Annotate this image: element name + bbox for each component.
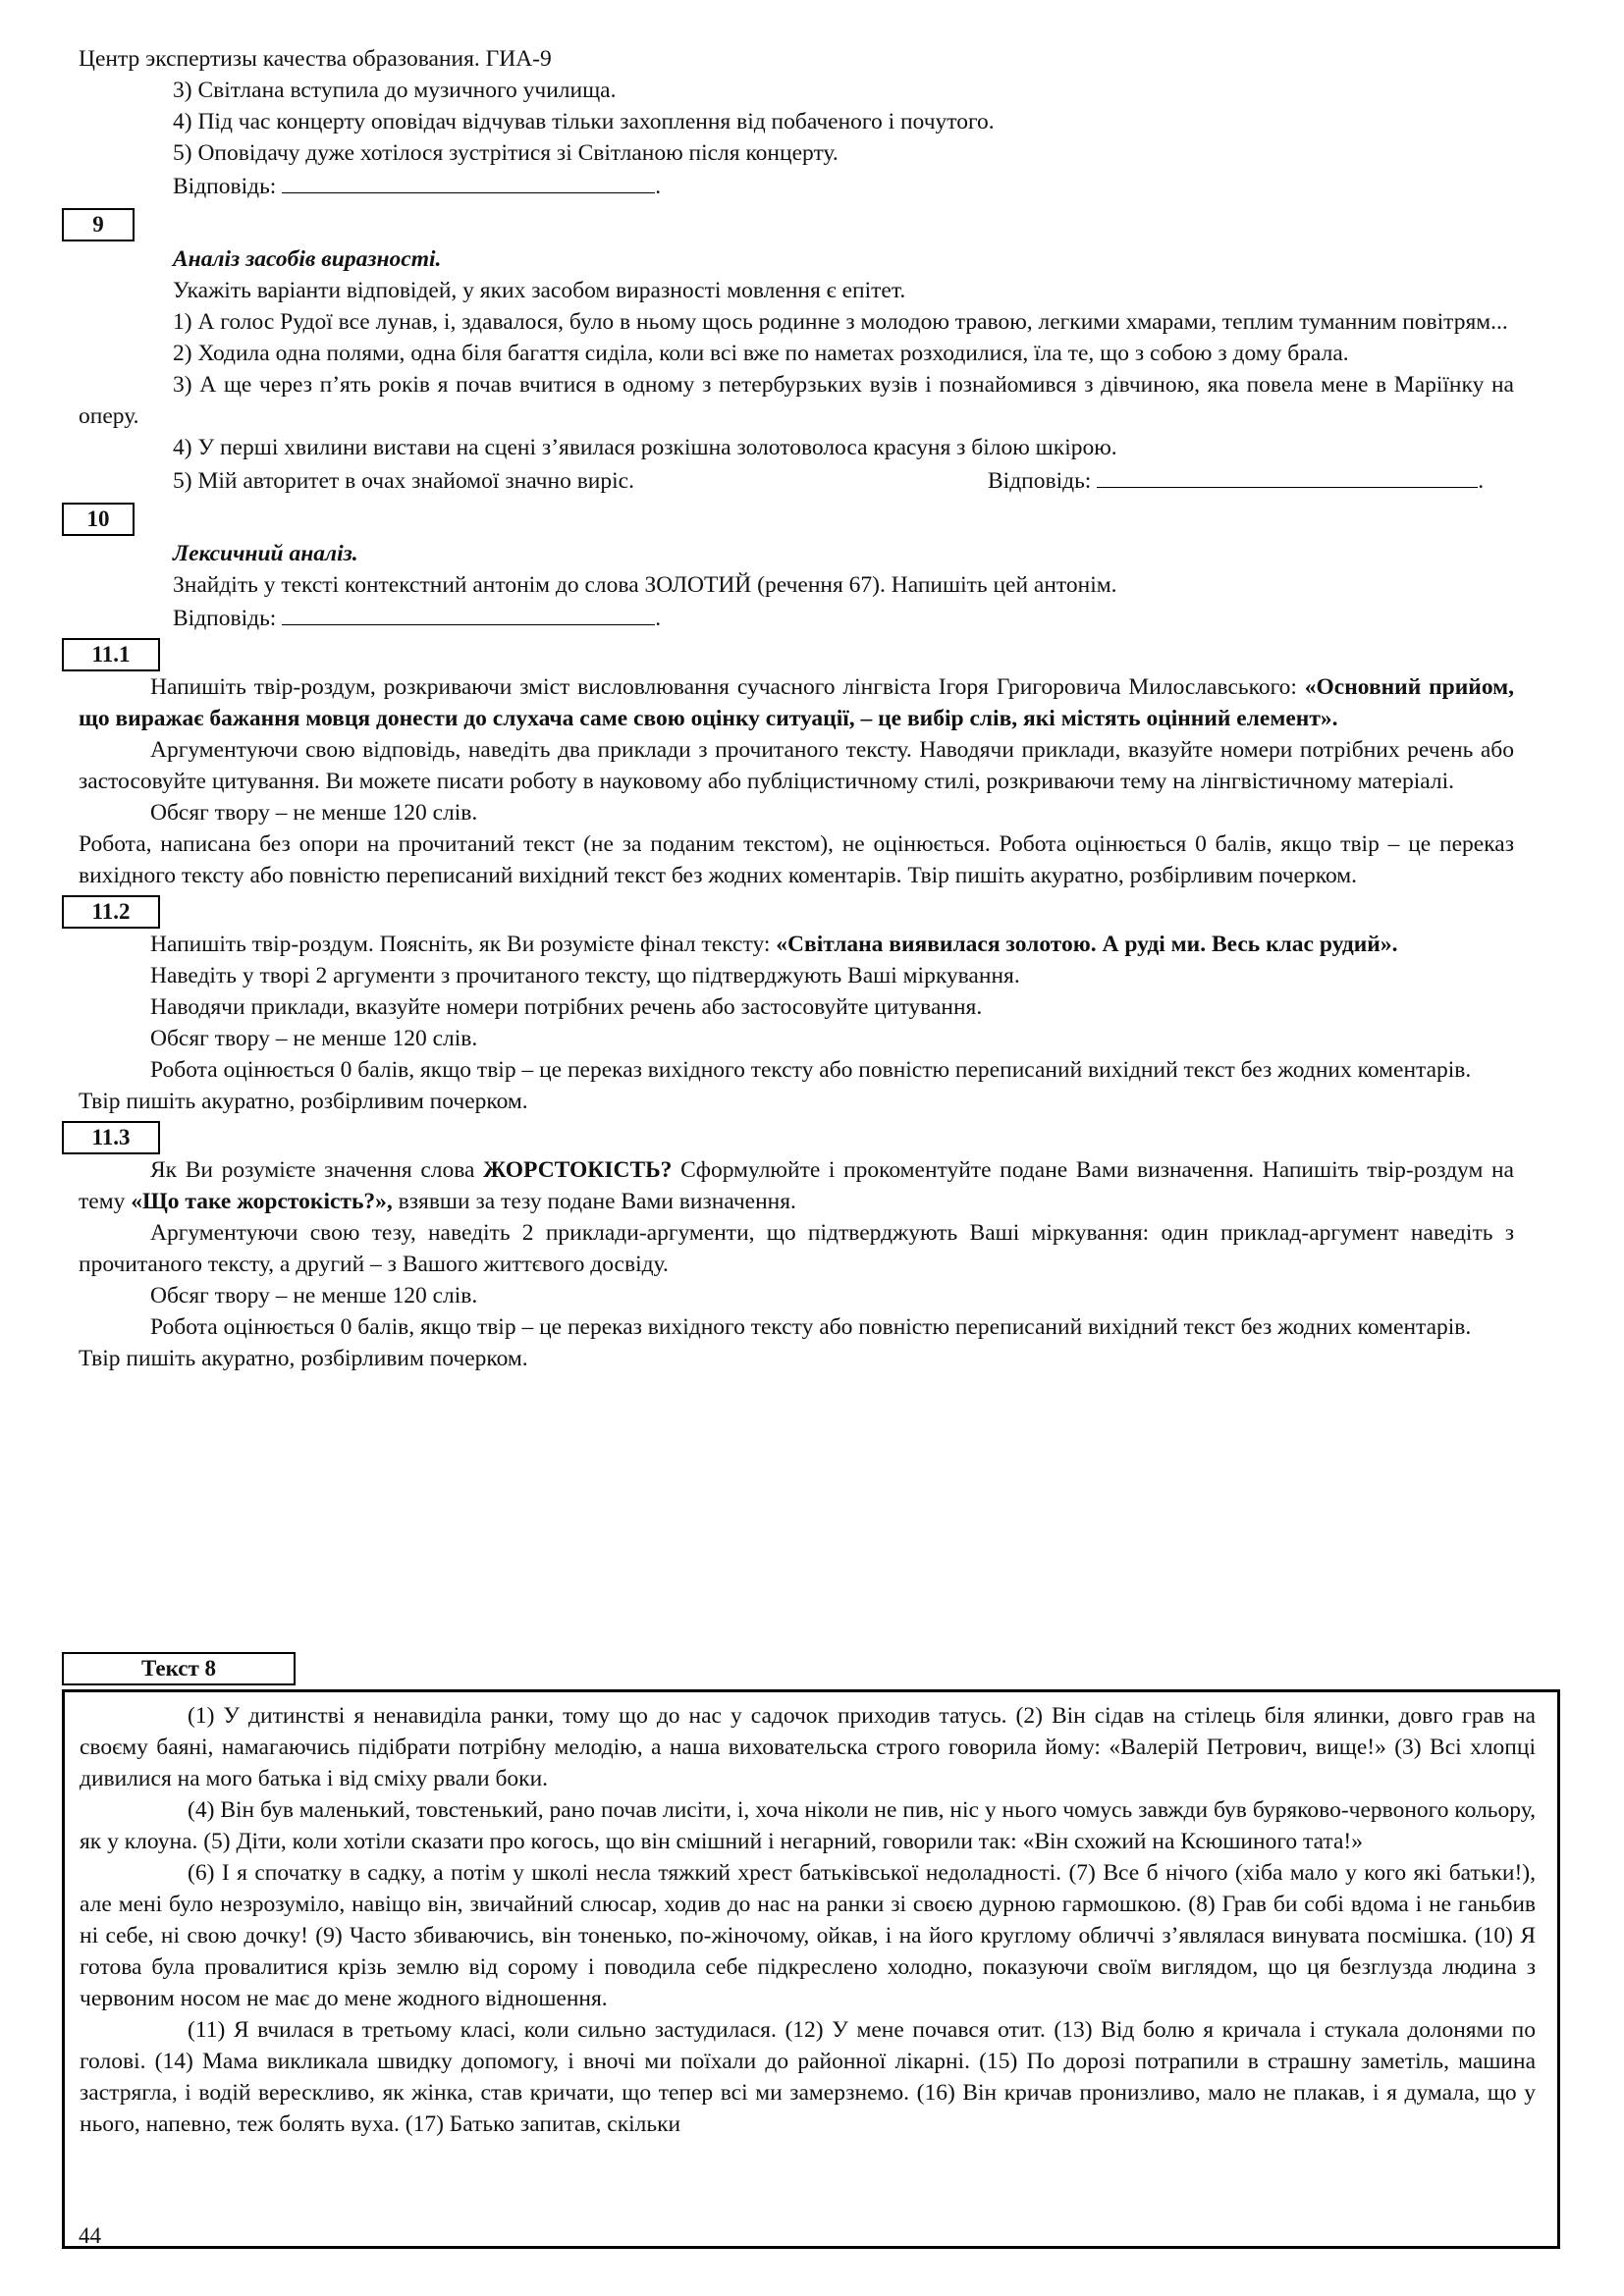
task-paragraph: [79, 929, 1514, 960]
task10-answer: Відповідь: .: [79, 601, 1514, 634]
text-paragraph: (1) У дитинстві я ненавиділа ранки, тому що до нас у садочок приходив татусь. (2) Він сідав на стілець біля ялинки, довго грав на своєму баяні, намагаючись підібрати потрібну мелодію, а наша виховательска строго говорила йому: «Валерій Петрович, вище!» (3) Всі хлопці дивилися на мого батька і від сміху рвали боки.: [80, 1703, 1536, 1791]
task-paragraph: Аргументуючи свою відповідь, наведіть два приклади з прочитаного тексту. Наводячи приклади, вказуйте номери потрібних речень або застосовуйте цитування. Ви можете писати роботу в науковому або публіцистичному стилі, розкриваючи тему на лінгвістичному матеріалі.: [79, 737, 1514, 794]
task-title: Лексичний аналіз.: [173, 541, 358, 566]
task-paragraph: Аргументуючи свою тезу, наведіть 2 приклади-аргументи, що підтверджують Ваші міркування: один приклад-аргумент наведіть з прочитаного тексту, а другий – з Вашого життєвого досвіду.: [79, 1220, 1514, 1277]
topic: «Що таке жорстокість?»,: [131, 1189, 393, 1214]
task-11-3: [79, 1121, 1514, 1374]
task-paragraph: Обсяг твору – не менше 120 слів.: [150, 1283, 478, 1308]
text-part: Сформулюйте і прокоментуйте подане Вами визначення. Напишіть твір-роздум на тему: [79, 1157, 1514, 1214]
text-8-label: Текст 8: [62, 1652, 296, 1685]
text-part: взявши за тезу подане Вами визначення.: [392, 1189, 796, 1214]
quote-text: «Світлана виявилася золотою. А руді ми. Весь клас рудий».: [776, 932, 1398, 957]
page-header: Центр экспертизы качества образования. ГИА-9: [79, 46, 552, 72]
task-11-2: [79, 895, 1514, 1117]
option-1: 1) А голос Рудої все лунав, і, здавалося, було в ньому щось родинне з молодою травою, легкими хмарами, теплим туманним повітрям...: [173, 309, 1508, 335]
task-instruction: Знайдіть у тексті контекстний антонім до слова ЗОЛОТИЙ (речення 67). Напишіть цей антонім.: [173, 572, 1117, 598]
intro-text: Напишіть твір-роздум. Поясніть, як Ви розумієте фінал тексту:: [150, 932, 777, 957]
option-5-row: 5) Мій авторитет в очах знайомої значно виріс. Відповідь: .: [79, 463, 1514, 497]
text-paragraph: (6) І я спочатку в садку, а потім у школі несла тяжкий хрест батьківської недоладності. (7) Все б нічого (хіба мало у кого які батьки!), але мені було незрозуміло, навіщо він, звичайний слюсар, ходив до нас на ранки зі своєю дурною гармошкою. (8) Грав би собі вдома і не ганьбив ні себе, ні свою дочку! (9) Часто збиваючись, він тоненько, по-жіночому, ойкав, і на його круглому обличчі з’являлася винувата посмішка. (10) Я готова була провалитися крізь землю від сорому і поводила себе підкреслено холодно, показуючи своїм виглядом, що ця безглузда людина з червоним носом не має до мене жодного відношення.: [80, 1860, 1536, 2011]
task8-option-4: 4) Під час концерту оповідач відчував тільки захоплення від побаченого і почутого.: [173, 109, 995, 134]
text-8-box: [62, 1689, 1560, 2249]
task-title: Аналіз засобів виразності.: [173, 246, 442, 272]
task-paragraph: Твір пишіть акуратно, розбірливим почерком.: [79, 1346, 528, 1371]
answer-field[interactable]: [282, 601, 655, 625]
page-number: 44: [79, 2223, 101, 2248]
answer-label: Відповідь:: [173, 606, 277, 631]
task-paragraph: Наведіть у творі 2 аргументи з прочитаного тексту, що підтверджують Ваші міркування.: [150, 963, 1020, 988]
option-2: 2) Ходила одна полями, одна біля багаття сиділа, коли всі вже по наметах розходилися, їла те, що з собою з дому брала.: [173, 341, 1349, 366]
task-paragraph: [79, 671, 1514, 734]
task-number-box: 10: [62, 503, 135, 536]
task-instruction: Укажіть варіанти відповідей, у яких засобом виразності мовлення є епітет.: [173, 278, 906, 303]
task8-option-5: 5) Оповідачу дуже хотілося зустрітися зі Світланою після концерту.: [173, 140, 839, 166]
option-4: 4) У перші хвилини вистави на сцені з’явилася розкішна золотоволоса красуня з білою шкірою.: [173, 435, 1117, 460]
option-5: 5) Мій авторитет в очах знайомої значно виріс.: [173, 468, 634, 494]
keyword: ЖОРСТОКІСТЬ?: [483, 1157, 673, 1183]
text-paragraph: (11) Я вчилася в третьому класі, коли сильно застудилася. (12) У мене почався отит. (13) Від болю я кричала і стукала долонями по голові. (14) Мама викликала швидку допомогу, і вночі ми поїхали до районної лікарні. (15) По дорозі потрапили в страшну заметіль, машина застрягла, і водій верескливо, як жінка, став кричати, що тепер всі ми замерзнемо. (16) Він кричав пронизливо, мало не плакав, і я думала, що у нього, напевно, теж болять вуха. (17) Батько запитав, скільки: [80, 2017, 1536, 2137]
task-number-box: 11.1: [62, 638, 160, 671]
task-paragraph: [79, 1154, 1514, 1217]
quote-text: «Основний прийом, що виражає бажання мовця донести до слухача саме свою оцінку ситуації, – це вибір слів, які містять оцінний елемент».: [79, 674, 1515, 731]
text-paragraph: (4) Він був маленький, товстенький, рано почав лисіти, і, хоча ніколи не пив, ніс у нього чомусь завжди був буряково-червоного кольору, як у клоуна. (5) Діти, коли хотіли сказати про когось, що він смішний і негарний, говорили так: «Він схожий на Ксюшиного тата!»: [80, 1797, 1536, 1854]
task8-option-3: 3) Світлана вступила до музичного училища.: [173, 78, 617, 103]
task-paragraph: Обсяг твору – не менше 120 слів.: [150, 800, 478, 826]
answer-field[interactable]: [282, 169, 655, 193]
task-number-box: 9: [62, 208, 135, 241]
task-paragraph: Обсяг твору – не менше 120 слів.: [150, 1026, 478, 1051]
answer-label: Відповідь:: [173, 174, 277, 199]
text-part: Як Ви розумієте значення слова: [150, 1157, 484, 1183]
answer-field[interactable]: [1097, 463, 1478, 488]
task-11-1: [79, 638, 1514, 891]
option-3: 3) А ще через п’ять років я почав вчитися в одному з петербурзьких вузів і познайомився з дівчиною, яка повела мене в Маріїнку на оперу.: [79, 372, 1514, 429]
task-number-box: 11.2: [62, 895, 160, 929]
task-9: [79, 208, 1514, 497]
intro-text: Напишіть твір-роздум, розкриваючи зміст висловлювання сучасного лінгвіста Ігоря Григоровича Милославського:: [150, 674, 1297, 700]
task-paragraph: Твір пишіть акуратно, розбірливим почерком.: [79, 1089, 528, 1114]
task-paragraph: Робота оцінюється 0 балів, якщо твір – це переказ вихідного тексту або повністю переписаний вихідний текст без жодних коментарів.: [150, 1314, 1472, 1340]
task-number-box: 11.3: [62, 1121, 160, 1154]
task-10: [79, 503, 1514, 634]
task8-answer: Відповідь: .: [79, 169, 1514, 202]
exam-page: [79, 43, 1514, 1374]
task-paragraph: Робота оцінюється 0 балів, якщо твір – це переказ вихідного тексту або повністю переписаний вихідний текст без жодних коментарів.: [150, 1057, 1472, 1083]
task-paragraph: Робота, написана без опори на прочитаний текст (не за поданим текстом), не оцінюється. Робота оцінюється 0 балів, якщо твір – це переказ вихідного тексту або повністю переписаний вихідний текст без жодних коментарів. Твір пишіть акуратно, розбірливим почерком.: [79, 831, 1514, 888]
answer-label: Відповідь:: [988, 468, 1092, 494]
task-paragraph: Наводячи приклади, вказуйте номери потрібних речень або застосовуйте цитування.: [150, 994, 983, 1020]
